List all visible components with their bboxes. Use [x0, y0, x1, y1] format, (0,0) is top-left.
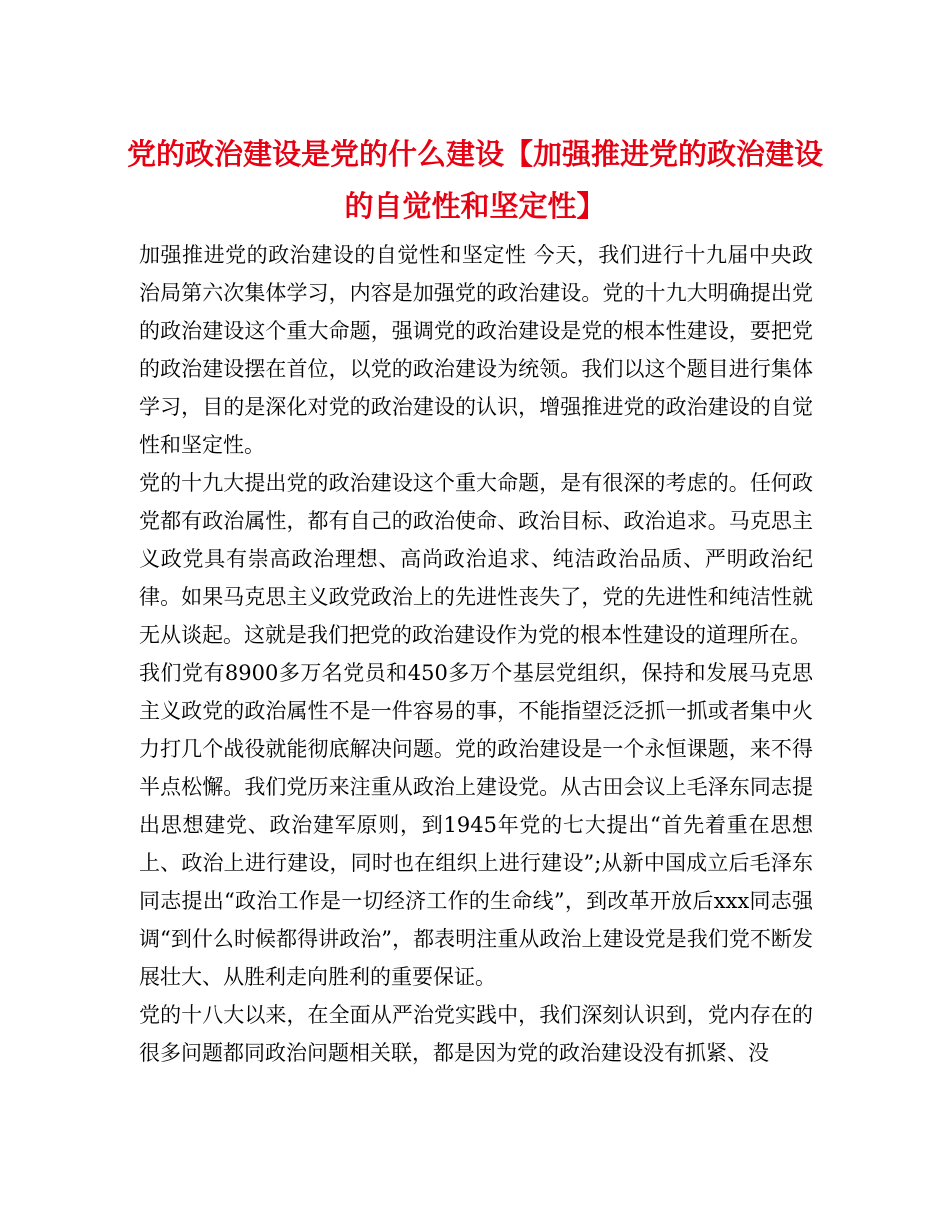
paragraph-3: 我们党有8900多万名党员和450多万个基层党组织，保持和发展马克思主义政党的政治属性不是一件容易的事，不能指望泛泛抓一抓或者集中火力打几个战役就能彻底解决问题。党的政治建设是一个永恒课题，来不得半点松懈。我们党历来注重从政治上建设党。从古田会议上毛泽东同志提出思想建党、政治建军原则，到1945年党的七大提出“首先着重在思想上、政治上进行建设，同时也在组织上进行建设”;从新中国成立后毛泽东同志提出“政治工作是一切经济工作的生命线”，到改革开放后xxx同志强调“到什么时候都得讲政治”，都表明注重从政治上建设党是我们党不断发展壮大、从胜利走向胜利的重要保证。 — [139, 661, 813, 989]
paragraph-1: 加强推进党的政治建设的自觉性和坚定性 今天，我们进行十九届中央政治局第六次集体学习，内容是加强党的政治建设。党的十九大明确提出党的政治建设这个重大命题，强调党的政治建设是党的根本性建设，要把党的政治建设摆在首位，以党的政治建设为统领。我们以这个题目进行集体学习，目的是深化对党的政治建设的认识，增强推进党的政治建设的自觉性和坚定性。 — [139, 243, 813, 457]
paragraph-4: 党的十八大以来，在全面从严治党实践中，我们深刻认识到，党内存在的很多问题都同政治问题相关联，都是因为党的政治建设没有抓紧、没 — [139, 1003, 813, 1065]
document-body — [139, 236, 813, 1072]
document-title: 党的政治建设是党的什么建设【加强推进党的政治建设的自觉性和坚定性】 — [126, 137, 823, 223]
paragraph-2: 党的十九大提出党的政治建设这个重大命题，是有很深的考虑的。任何政党都有政治属性，都有自己的政治使命、政治目标、政治追求。马克思主义政党具有崇高政治理想、高尚政治追求、纯洁政治品质、严明政治纪律。如果马克思主义政党政治上的先进性丧失了，党的先进性和纯洁性就无从谈起。这就是我们把党的政治建设作为党的根本性建设的道理所在。 — [139, 471, 813, 647]
